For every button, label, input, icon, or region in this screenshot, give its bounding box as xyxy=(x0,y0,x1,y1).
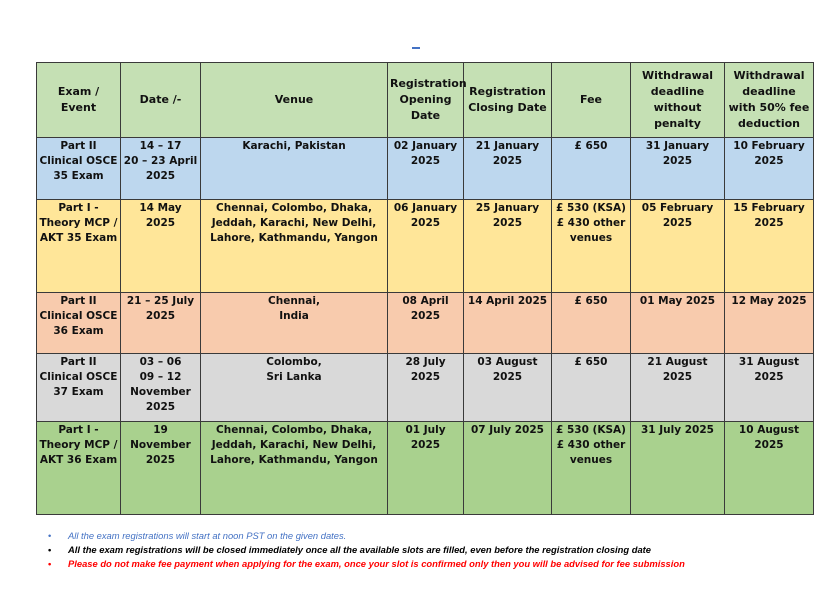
table-header-row xyxy=(37,63,814,138)
cell-venue: Chennai, India xyxy=(201,293,388,354)
cell-venue: Chennai, Colombo, Dhaka, Jeddah, Karachi, New Delhi, Lahore, Kathmandu, Yangon xyxy=(201,422,388,515)
cell-date: 21 – 25 July 2025 xyxy=(121,293,201,354)
cell-fee: £ 530 (KSA) £ 430 other venues xyxy=(552,200,631,293)
note-item xyxy=(36,557,756,571)
cell-exam: Part II Clinical OSCE 35 Exam xyxy=(37,138,121,200)
table-row xyxy=(37,293,814,354)
cell-withdrawal-no-penalty: 21 August 2025 xyxy=(631,354,725,422)
cell-exam: Part II Clinical OSCE 36 Exam xyxy=(37,293,121,354)
cell-withdrawal-50: 10 February 2025 xyxy=(725,138,814,200)
cell-fee: £ 650 xyxy=(552,138,631,200)
cell-venue: Karachi, Pakistan xyxy=(201,138,388,200)
notes-list xyxy=(36,529,756,571)
cell-closing: 03 August 2025 xyxy=(464,354,552,422)
header-exam-event: Exam / Event xyxy=(37,63,121,138)
cell-venue: Chennai, Colombo, Dhaka, Jeddah, Karachi, New Delhi, Lahore, Kathmandu, Yangon xyxy=(201,200,388,293)
bullet-icon: • xyxy=(48,558,52,569)
cell-closing: 14 April 2025 xyxy=(464,293,552,354)
note-item xyxy=(36,529,756,543)
header-withdrawal-no-penalty: Withdrawal deadline without penalty xyxy=(631,63,725,138)
cell-opening: 06 January 2025 xyxy=(388,200,464,293)
note-item xyxy=(36,543,756,557)
cell-exam: Part I - Theory MCP / AKT 35 Exam xyxy=(37,200,121,293)
header-date: Date /- xyxy=(121,63,201,138)
note-text: Please do not make fee payment when applying for the exam, once your slot is confirmed only then you will be advised for fee submission xyxy=(68,558,685,569)
header-registration-opening: Registration Opening Date xyxy=(388,63,464,138)
bullet-icon: • xyxy=(48,544,52,555)
cell-fee: £ 650 xyxy=(552,354,631,422)
exam-schedule-table xyxy=(36,62,814,515)
cell-fee: £ 530 (KSA) £ 430 other venues xyxy=(552,422,631,515)
cell-date: 03 – 06 09 – 12 November 2025 xyxy=(121,354,201,422)
cell-opening: 02 January 2025 xyxy=(388,138,464,200)
cell-fee: £ 650 xyxy=(552,293,631,354)
header-withdrawal-50-percent: Withdrawal deadline with 50% fee deduction xyxy=(725,63,814,138)
cell-closing: 25 January 2025 xyxy=(464,200,552,293)
cell-withdrawal-no-penalty: 01 May 2025 xyxy=(631,293,725,354)
note-text: All the exam registrations will start at noon PST on the given dates. xyxy=(68,530,347,541)
cell-exam: Part II Clinical OSCE 37 Exam xyxy=(37,354,121,422)
cell-venue: Colombo, Sri Lanka xyxy=(201,354,388,422)
table-row xyxy=(37,354,814,422)
title-dash xyxy=(412,47,420,49)
table-row xyxy=(37,138,814,200)
header-registration-closing: Registration Closing Date xyxy=(464,63,552,138)
cell-withdrawal-no-penalty: 31 January 2025 xyxy=(631,138,725,200)
cell-withdrawal-50: 12 May 2025 xyxy=(725,293,814,354)
cell-date: 14 – 17 20 – 23 April 2025 xyxy=(121,138,201,200)
cell-withdrawal-no-penalty: 31 July 2025 xyxy=(631,422,725,515)
cell-opening: 01 July 2025 xyxy=(388,422,464,515)
cell-date: 14 May 2025 xyxy=(121,200,201,293)
cell-closing: 07 July 2025 xyxy=(464,422,552,515)
cell-withdrawal-50: 31 August 2025 xyxy=(725,354,814,422)
cell-withdrawal-50: 15 February 2025 xyxy=(725,200,814,293)
note-text: All the exam registrations will be closed immediately once all the available slots are filled, even before the registration closing date xyxy=(68,544,651,555)
cell-opening: 28 July 2025 xyxy=(388,354,464,422)
table-row xyxy=(37,422,814,515)
cell-exam: Part I - Theory MCP / AKT 36 Exam xyxy=(37,422,121,515)
header-fee: Fee xyxy=(552,63,631,138)
cell-withdrawal-no-penalty: 05 February 2025 xyxy=(631,200,725,293)
cell-opening: 08 April 2025 xyxy=(388,293,464,354)
cell-date: 19 November 2025 xyxy=(121,422,201,515)
bullet-icon: • xyxy=(48,530,52,541)
table-row xyxy=(37,200,814,293)
cell-closing: 21 January 2025 xyxy=(464,138,552,200)
cell-withdrawal-50: 10 August 2025 xyxy=(725,422,814,515)
header-venue: Venue xyxy=(201,63,388,138)
